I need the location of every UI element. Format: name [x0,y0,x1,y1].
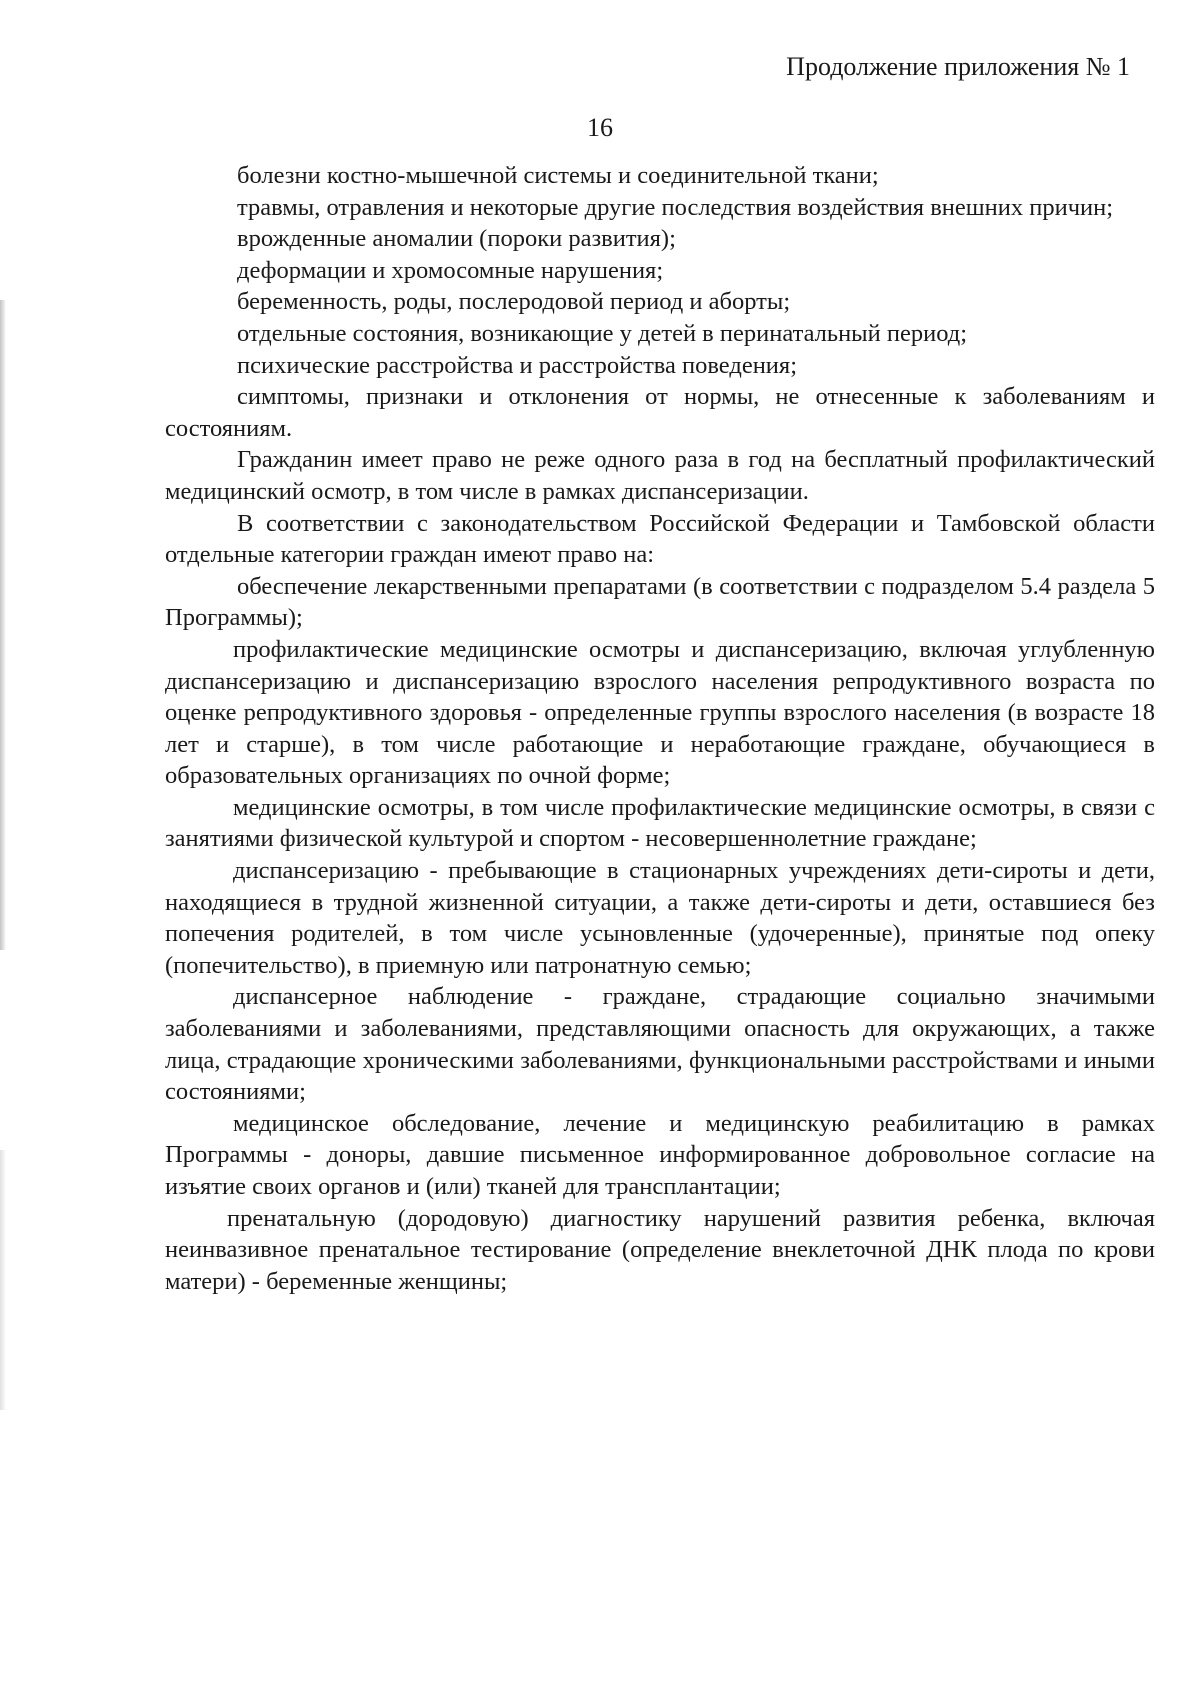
list-item: травмы, отравления и некоторые другие последствия воздействия внешних причин; [237,193,1114,221]
annex-continuation-header: Продолжение приложения № 1 [786,52,1130,81]
scan-shadow [0,1150,6,1410]
list-item: беременность, роды, послеродовой период и аборты; [237,288,791,316]
page-number: 16 [587,113,613,142]
list-item: симптомы, признаки и отклонения от нормы, не отнесенные к заболеваниям и состояниям. [165,383,1155,442]
list-item: деформации и хромосомные нарушения; [237,256,664,284]
document-body [165,160,1155,1297]
list-item: медицинские осмотры, в том числе профилактические медицинские осмотры, в связи с занятиями физической культурой и спортом - несовершеннолетние граждане; [165,793,1155,853]
list-item: психические расстройства и расстройства поведения; [237,351,797,379]
list-item: медицинское обследование, лечение и медицинскую реабилитацию в рамках Программы - доноры, давшие письменное информированное добровольное согласие на изъятие своих органов и (или) тканей для трансплантации; [165,1109,1155,1200]
list-item: профилактические медицинские осмотры и диспансеризацию, включая углубленную диспансеризацию и диспансеризацию взрослого населения репродуктивного возраста по оценке репродуктивного здоровья - определенные группы взрослого населения (в возрасте 18 лет и старше), в том числе работающие и неработающие граждане, обучающиеся в образовательных организациях по очной форме; [165,635,1155,790]
list-item: болезни костно-мышечной системы и соединительной ткани; [237,162,879,189]
list-item: диспансеризацию - пребывающие в стационарных учреждениях дети-сироты и дети, находящиеся в трудной жизненной ситуации, а также дети-сироты и дети, оставшиеся без попечения родителей, в том числе усыновленные (удочеренные), принятые под опеку (попечительство), в приемную или патронатную семью; [165,857,1155,979]
paragraph: Гражданин имеет право не реже одного раза в год на бесплатный профилактический медицинский осмотр, в том числе в рамках диспансеризации. [165,446,1155,505]
list-item: обеспечение лекарственными препаратами (в соответствии с подразделом 5.4 раздела 5 Программы); [165,572,1155,632]
list-item: диспансерное наблюдение - граждане, страдающие социально значимыми заболеваниями и заболеваниями, представляющими опасность для окружающих, а также лица, страдающие хроническими заболеваниями, функциональными расстройствами и иными состояниями; [165,983,1155,1106]
scan-shadow [0,300,6,950]
paragraph: В соответствии с законодательством Российской Федерации и Тамбовской области отдельные категории граждан имеют право на: [165,509,1155,569]
list-item: отдельные состояния, возникающие у детей в перинатальный период; [237,319,968,347]
list-item: врожденные аномалии (пороки развития); [237,225,676,253]
list-item: пренатальную (дородовую) диагностику нарушений развития ребенка, включая неинвазивное пренатальное тестирование (определение внеклеточной ДНК плода по крови матери) - беременные женщины; [165,1204,1155,1295]
